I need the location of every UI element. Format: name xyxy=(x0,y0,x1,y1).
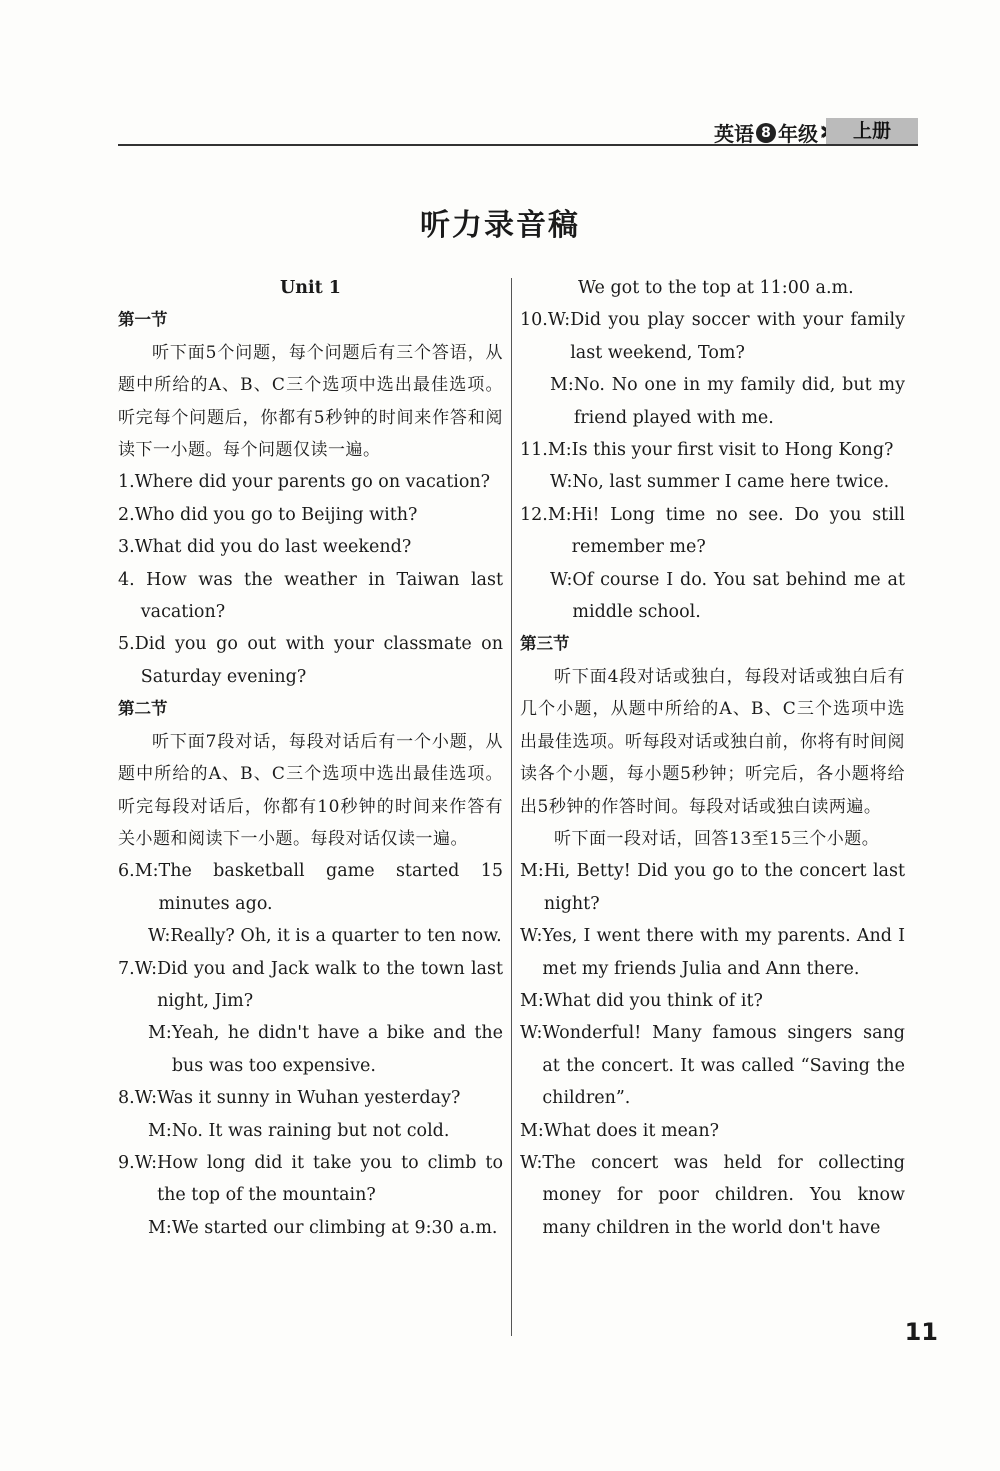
dialogue-text: We started our climbing at 9:30 a.m. xyxy=(171,1217,498,1238)
dialogue-text: How long did it take you to climb to the top of the mountain? xyxy=(157,1152,503,1206)
dialogue-text: What does it mean? xyxy=(543,1120,719,1141)
section1-heading: 第一节 xyxy=(118,310,168,330)
dialogue-text: Was it sunny in Wuhan yesterday? xyxy=(157,1088,461,1109)
section2-instructions: 听下面7段对话，每段对话后有一个小题，从题中所给的A、B、C三个选项中选出最佳选项。听完每段对话后，你都有10秒钟的时间来作答有关小题和阅读下一小题。每段对话仅读一遍。 xyxy=(118,731,503,849)
dialogue-text: No. No one in my family did, but my friend played with me. xyxy=(573,375,905,428)
dialogue-line xyxy=(118,1082,503,1114)
subject-label: 英语 xyxy=(714,122,754,146)
dialogue-text: Did you play soccer with your family last weekend, Tom? xyxy=(570,310,905,363)
dialogue-line xyxy=(118,1017,503,1082)
speaker-label: M: xyxy=(148,1023,172,1044)
dialogue-text: No, last summer I came here twice. xyxy=(572,472,890,493)
dialogue-line xyxy=(520,499,905,564)
speaker-label: 6.M: xyxy=(118,861,159,882)
question-2: 2.Who did you go to Beijing with? xyxy=(118,504,418,525)
speaker-label: W: xyxy=(550,472,573,493)
dialogue-text: Yeah, he didn't have a bike and the bus was too expensive. xyxy=(171,1023,503,1076)
speaker-label: 7.W: xyxy=(118,958,158,979)
dialogue-line xyxy=(118,1212,503,1244)
dialogue-text: The concert was held for collecting money for poor children. You know many children in the world don't have xyxy=(542,1152,905,1238)
dialogue-text: Hi, Betty! Did you go to the concert last night? xyxy=(543,861,905,914)
speaker-label: 12.M: xyxy=(520,504,572,525)
dialogue-line xyxy=(520,985,905,1017)
question-5: 5.Did you go out with your classmate on Saturday evening? xyxy=(118,634,503,687)
section3-instructions: 听下面4段对话或独白，每段对话或独白后有几个小题，从题中所给的A、B、C三个选项中选出最佳选项。听每段对话或独白前，你将有时间阅读各个小题，每小题5秒钟；听完后，各小题将给出5秒钟的作答时间。每段对话或独白读两遍。 xyxy=(520,666,905,817)
dialogue-text: No. It was raining but not cold. xyxy=(171,1120,450,1141)
speaker-label: W: xyxy=(148,926,171,947)
speaker-label: M: xyxy=(520,1120,544,1141)
dialogue-text: Really? Oh, it is a quarter to ten now. xyxy=(170,926,502,947)
question-4: 4. How was the weather in Taiwan last vacation? xyxy=(118,569,503,623)
section1-instructions: 听下面5个问题，每个问题后有三个答语，从题中所给的A、B、C三个选项中选出最佳选项。听完每个问题后，你都有5秒钟的时间来作答和阅读下一小题。每个问题仅读一遍。 xyxy=(118,342,503,461)
dialogue-text: Of course I do. You sat behind me at middle school. xyxy=(572,569,905,623)
unit-heading: Unit 1 xyxy=(280,278,341,298)
dialogue-line xyxy=(520,920,905,985)
column-divider xyxy=(511,278,512,1336)
speaker-label: 8.W: xyxy=(118,1088,158,1109)
page-number: 11 xyxy=(904,1318,938,1346)
dialogue-line xyxy=(520,466,905,498)
dialogue-text: Yes, I went there with my parents. And I met my friends Julia and Ann there. xyxy=(542,926,905,979)
speaker-label: W: xyxy=(550,569,573,590)
grade-badge: 8 xyxy=(756,123,776,143)
dialogue-line xyxy=(520,369,905,434)
dialogue-text: Did you and Jack walk to the town last night, Jim? xyxy=(157,958,503,1011)
dialogue-line xyxy=(520,1017,905,1114)
speaker-label: M: xyxy=(520,861,544,882)
dialogue-continuation: We got to the top at 11:00 a.m. xyxy=(578,278,854,298)
section3-sub-instructions: 听下面一段对话，回答13至15三个小题。 xyxy=(554,828,880,849)
dialogue-line xyxy=(118,1115,503,1147)
speaker-label: M: xyxy=(550,375,574,396)
speaker-label: M: xyxy=(148,1120,172,1141)
page-title: 听力录音稿 xyxy=(420,208,580,243)
header-subject xyxy=(714,118,818,147)
dialogue-line xyxy=(520,1115,905,1147)
dialogue-text: What did you think of it? xyxy=(543,990,763,1011)
dialogue-line xyxy=(118,953,503,1018)
speaker-label: 10.W: xyxy=(520,310,571,331)
dialogue-line xyxy=(118,920,503,952)
dialogue-text: Is this your first visit to Hong Kong? xyxy=(571,440,894,461)
dialogue-line xyxy=(520,434,905,466)
section3-heading: 第三节 xyxy=(520,634,570,654)
dialogue-text: Wonderful! Many famous singers sang at the concert. It was called “Saving the children”. xyxy=(542,1023,905,1109)
double-chevron-icon: ›› xyxy=(818,114,822,147)
speaker-label: 9.W: xyxy=(118,1152,158,1173)
question-1: 1.Where did your parents go on vacation? xyxy=(118,472,491,493)
dialogue-text: The basketball game started 15 minutes ago. xyxy=(158,861,503,914)
page-header xyxy=(118,114,918,147)
question-3: 3.What did you do last weekend? xyxy=(118,537,412,558)
dialogue-line xyxy=(520,564,905,629)
grade-suffix: 年级 xyxy=(778,122,818,146)
dialogue-line xyxy=(520,855,905,920)
speaker-label: M: xyxy=(520,990,544,1011)
dialogue-line xyxy=(118,855,503,920)
dialogue-text: Hi! Long time no see. Do you still remember me? xyxy=(571,504,905,558)
dialogue-line xyxy=(118,1147,503,1212)
speaker-label: W: xyxy=(520,1023,543,1044)
volume-label: 上册 xyxy=(826,118,918,144)
speaker-label: W: xyxy=(520,926,543,947)
left-column xyxy=(118,272,503,1244)
speaker-label: W: xyxy=(520,1152,543,1173)
dialogue-line xyxy=(520,304,905,369)
dialogue-line xyxy=(520,1147,905,1244)
speaker-label: 11.M: xyxy=(520,440,572,461)
speaker-label: M: xyxy=(148,1217,172,1238)
right-column xyxy=(520,272,905,1244)
section2-heading: 第二节 xyxy=(118,699,168,719)
